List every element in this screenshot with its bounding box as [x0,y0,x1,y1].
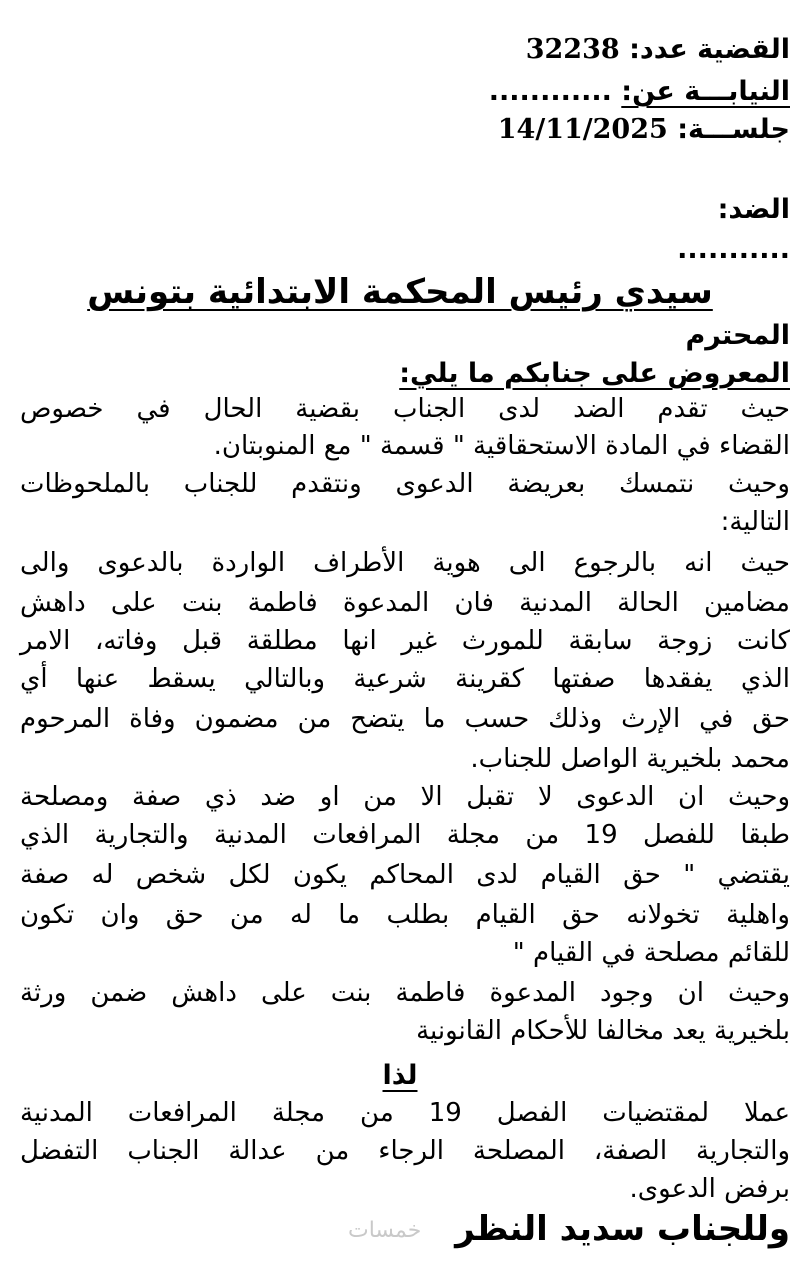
body-line: الذي يفقدها صفتها كقرينة شرعية وبالتالي يسقط عنها أي [20,664,790,694]
body-line: واهلية تخولانه حق القيام بطلب ما له من حق وان تكون [20,900,790,930]
body-line: وحيث ان الدعوى لا تقبل الا من او ضد ذي صفة ومصلحة [20,782,790,812]
body-line: وحيث ان وجود المدعوة فاطمة بنت على داهش ضمن ورثة [20,978,790,1008]
opponent-label: الضد: [717,194,790,225]
body-line: محمد بلخيرية الواصل للجناب. [470,744,790,774]
body-line: يقتضي " حق القيام لدى المحاكم يكون لكل شخص له صفة [20,860,790,890]
session-label: جلســـة: [677,114,790,145]
body-line: حيث انه بالرجوع الى هوية الأطراف الواردة بالدعوى والى [20,548,790,578]
body-line: مضامين الحالة المدنية فان المدعوة فاطمة بنت على داهش [20,588,790,618]
honorific: المحترم [685,320,790,351]
body-line: كانت زوجة سابقة للمورث غير انها مطلقة قبل وفاته، الامر [20,626,790,656]
case-number-line [526,32,790,68]
watermark: خمسات [348,1218,422,1243]
closing-line: وللجناب سديد النظر [455,1209,790,1249]
body-line: حيث تقدم الضد لدى الجناب بقضية الحال في خصوص [20,394,790,424]
body-line: طبقا للفصل 19 من مجلة المرافعات المدنية والتجارية الذي [20,820,790,850]
representation-line [489,74,790,110]
conclusion-line: برفض الدعوى. [629,1174,790,1204]
conclusion-line: والتجارية الصفة، المصلحة الرجاء من عدالة الجناب التفضل [20,1136,790,1166]
case-label: القضية عدد: [629,34,790,65]
representation-value: ............ [488,76,612,107]
body-line: القضاء في المادة الاستحقاقية " قسمة " مع المنوبتان. [213,431,790,461]
session-date: 14/11/2025 [497,114,668,145]
page-title: سيدي رئيس المحكمة الابتدائية بتونس [87,272,713,312]
opponent-value: ........... [677,234,790,265]
conclusion-line: عملا لمقتضيات الفصل 19 من مجلة المرافعات المدنية [20,1098,791,1128]
conclusion-heading [0,1058,800,1094]
body-line: للقائم مصلحة في القيام " [512,938,790,968]
body-line: بلخيرية يعد مخالفا للأحكام القانونية [416,1016,790,1046]
body-line: التالية: [720,507,790,537]
body-line: وحيث نتمسك بعريضة الدعوى ونتقدم للجناب بالملحوظات [20,469,790,499]
session-line [498,112,790,148]
case-number: 32238 [525,34,620,65]
representation-label: النيابـــة عن: [621,76,790,107]
conclusion-heading-text: لذا [382,1060,418,1091]
intro-heading: المعروض على جنابكم ما يلي: [399,358,790,389]
body-line: حق في الإرث وذلك حسب ما يتضح من مضمون وفاة المرحوم [20,704,790,734]
